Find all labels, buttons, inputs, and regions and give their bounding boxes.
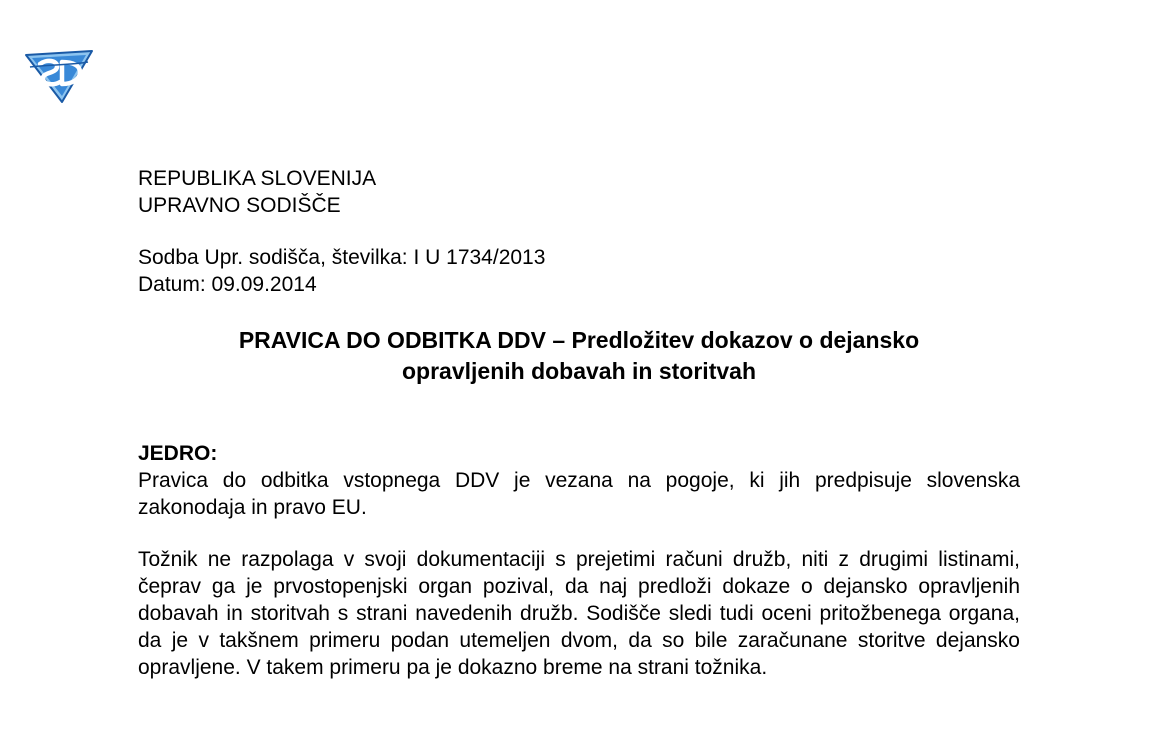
court-header	[138, 165, 1020, 219]
document-page	[138, 165, 1020, 681]
court-shield-logo-icon	[22, 47, 96, 105]
case-info	[138, 244, 1020, 298]
summary-paragraph: Pravica do odbitka vstopnega DDV je vezana na pogoje, ki jih predpisuje slovenska zakonodaja in pravo EU.	[138, 469, 1020, 519]
document-title-line-2: opravljenih dobavah in storitvah	[401, 358, 756, 384]
case-number: Sodba Upr. sodišča, številka: I U 1734/2013	[138, 246, 546, 269]
summary-paragraph: Tožnik ne razpolaga v svoji dokumentaciji s prejetimi računi družb, niti z drugimi listinami, čeprav ga je prvostopenjski organ pozival, da naj predloži dokaze o dejansko opravljenih dobavah in storitvah s strani navedenih družb. Sodišče sledi tudi oceni pritožbenega organa, da je v takšnem primeru podan utemeljen dvom, da so bile zaračunane storitve dejansko opravljene. V takem primeru pa je dokazno breme na strani tožnika.	[138, 548, 1020, 679]
document-title-line-1: PRAVICA DO ODBITKA DDV – Predložitev dokazov o dejansko	[238, 327, 920, 353]
case-date: Datum: 09.09.2014	[138, 273, 317, 296]
country-name: REPUBLIKA SLOVENIJA	[138, 167, 377, 190]
court-name: UPRAVNO SODIŠČE	[138, 194, 341, 217]
section-heading: JEDRO:	[138, 442, 218, 465]
document-title	[138, 325, 1020, 387]
